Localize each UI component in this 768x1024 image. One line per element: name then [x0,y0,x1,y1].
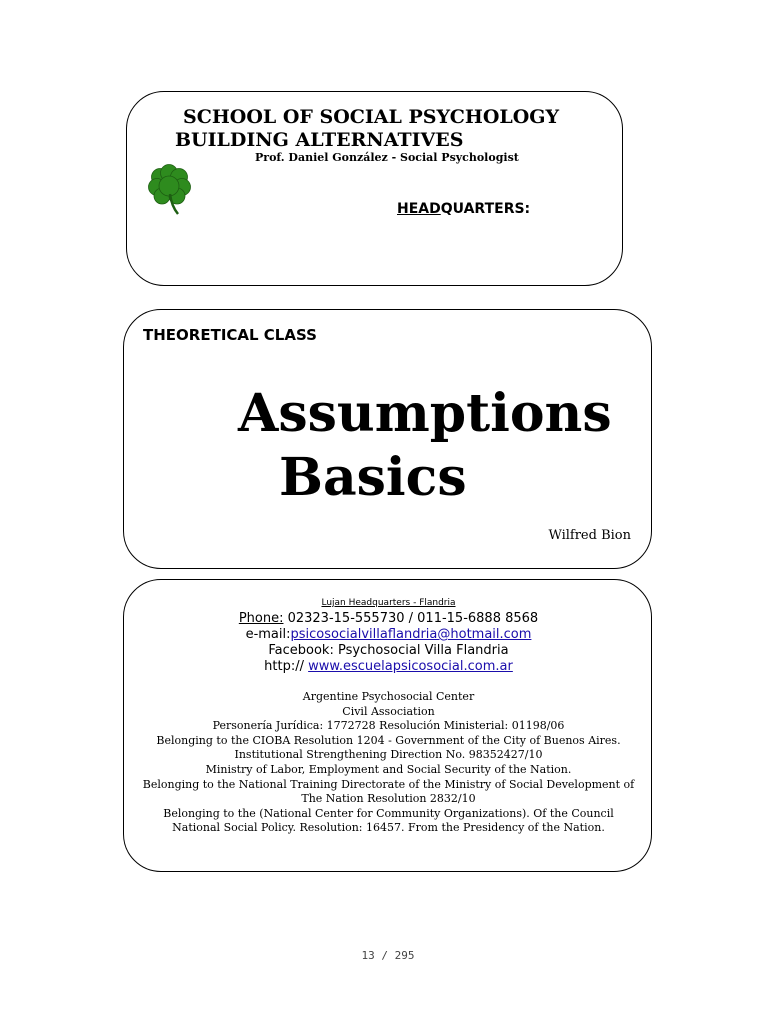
school-name: SCHOOL OF SOCIAL PSYCHOLOGY [183,106,560,128]
professor-line: Prof. Daniel González - Social Psychologist [255,151,519,164]
org-line: National Social Policy. Resolution: 16457. From the Presidency of the Nation. [172,821,605,835]
facebook-line: Facebook: Psychosocial Villa Flandria [268,643,509,658]
title-line-2: Basics [279,447,467,508]
contact-info [124,596,653,675]
website-line: http:// www.escuelapsicosocial.com.ar [264,659,513,674]
org-line: Institutional Strengthening Direction No. 98352427/10 [234,748,543,762]
headquarters-label: HEADQUARTERS: [397,201,531,217]
org-line: Belonging to the (National Center for Community Organizations). Of the Council [163,806,614,820]
location-line: Lujan Headquarters - Flandria [321,598,456,608]
school-header-box [126,91,623,286]
contact-box [123,579,652,872]
org-line: Personería Jurídica: 1772728 Resolución Ministerial: 01198/06 [212,719,565,733]
website-link[interactable]: www.escuelapsicosocial.com.ar [308,659,513,674]
org-line: Civil Association [342,704,435,718]
school-subtitle: BUILDING ALTERNATIVES [175,129,464,151]
email-link[interactable]: psicosocialvillaflandria@hotmail.com [290,627,532,642]
org-line: Belonging to the CIOBA Resolution 1204 - Government of the City of Buenos Aires. [156,733,621,747]
title-line-1: Assumptions [238,383,612,444]
phone-line: Phone: 02323-15-555730 / 011-15-6888 8568 [238,611,539,626]
organization-details [124,690,653,836]
page-indicator: 13 / 295 [361,949,415,962]
org-line: Ministry of Labor, Employment and Social Security of the Nation. [205,762,572,776]
class-title-box [123,309,652,569]
author-name: Wilfred Bion [548,528,631,543]
org-line: The Nation Resolution 2832/10 [301,792,476,806]
org-line: Belonging to the National Training Directorate of the Ministry of Social Development of [142,777,635,791]
email-line: e-mail:psicosocialvillaflandria@hotmail.com [245,627,532,642]
org-line: Argentine Psychosocial Center [302,690,475,703]
class-type-label: THEORETICAL CLASS [143,326,317,344]
four-leaf-clover-icon [143,164,197,216]
